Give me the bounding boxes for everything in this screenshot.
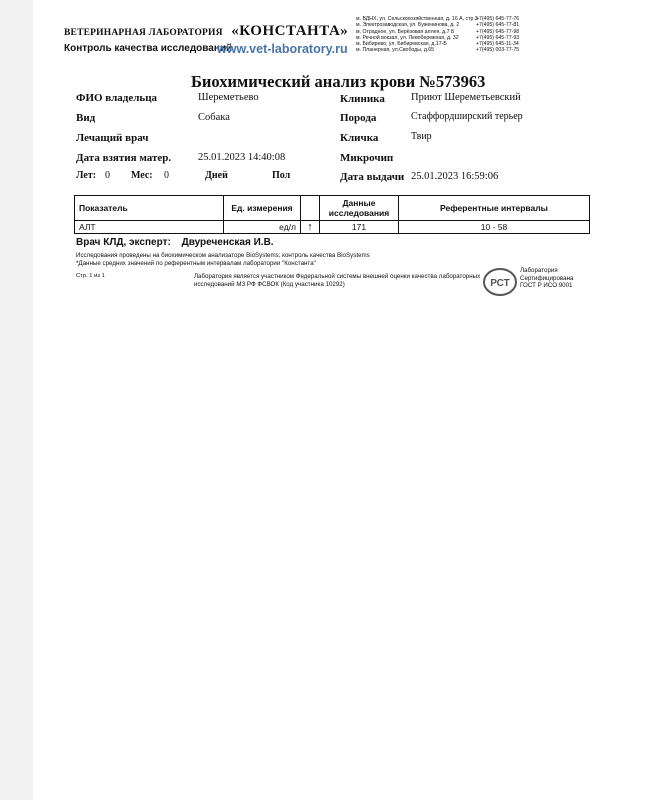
- cert-line: ГОСТ Р ИСО 9001: [520, 282, 573, 290]
- lab-prefix: ВЕТЕРИНАРНАЯ ЛАБОРАТОРИЯ: [64, 28, 223, 38]
- doctor-label: Лечащий врач: [76, 132, 149, 144]
- note-line: Исследования проведены на биохимическом анализаторе BioSystems; контроль качества BioSystems: [76, 252, 370, 259]
- col-data-header: [320, 196, 399, 221]
- signature-label: Врач КЛД, эксперт:: [76, 237, 171, 248]
- address-line: м. ВДНХ, ул. Сельскохозяйственная, д. 16 А, стр.3: [356, 16, 478, 22]
- breed-label: Порода: [340, 112, 377, 124]
- col-flag-header: [301, 196, 320, 221]
- phone-line: +7(495) 645-77-93: [476, 34, 520, 41]
- breed-value: Стаффордширский терьер: [411, 111, 523, 122]
- col-ref-header: Референтные интервалы: [399, 196, 590, 221]
- lab-website-link[interactable]: www.vet-laboratory.ru: [217, 42, 348, 56]
- lab-header: [64, 23, 348, 40]
- address-line: м. Отрадное, ул. Берёзовая аллея, д.7 Б: [356, 28, 455, 35]
- report-page: [33, 0, 648, 800]
- certification-text: [520, 267, 573, 290]
- page-number: Стр. 1 из 1: [76, 273, 105, 279]
- sex-label: Пол: [272, 170, 291, 181]
- phone-line: +7(495) 645-11-34: [476, 41, 519, 48]
- owner-label: ФИО владельца: [76, 92, 158, 104]
- certification-logo-icon: [482, 267, 518, 297]
- chip-label: Микрочип: [340, 152, 394, 164]
- row-param: АЛТ: [75, 221, 224, 234]
- issue-date-label: Дата выдачи: [340, 171, 405, 183]
- cert-line: Лаборатория: [520, 267, 558, 274]
- arrow-up-icon: ↑: [301, 221, 320, 234]
- row-ref: 10 - 58: [399, 221, 590, 234]
- table-header-row: [75, 196, 590, 221]
- signature: [76, 237, 274, 248]
- nickname-value: Твир: [411, 131, 432, 142]
- phone-line: +7(495) 645-77-98: [476, 28, 520, 35]
- owner-value: Шереметьево: [198, 92, 259, 103]
- col-data-header-line2: исследования: [328, 208, 390, 218]
- clinic-label: Клиника: [340, 93, 385, 105]
- phone-line: +7(495) 003-77-75: [476, 47, 520, 54]
- date-taken-label: Дата взятия матер.: [76, 152, 172, 164]
- address-list: [356, 16, 478, 54]
- col-unit-header: Ед. измерения: [224, 196, 301, 221]
- lab-name: «КОНСТАНТА»: [231, 23, 349, 39]
- col-data-header-line1: Данные: [342, 198, 376, 208]
- issue-date-value: 25.01.2023 16:59:06: [411, 171, 499, 182]
- note-line: *Данные средних значений по референтным интервалам лаборатории "Константа": [76, 260, 316, 267]
- fsvok-note: Лаборатория является участником Федеральной системы внешней оценки качества лабораторных исследований МЗ РФ ФСВОК (Код участника 10292): [194, 273, 481, 288]
- phone-line: +7(495) 645-77-81: [476, 22, 520, 29]
- species-label: Вид: [76, 112, 96, 124]
- table-row: [75, 221, 590, 234]
- months-label: Мес:: [131, 170, 153, 181]
- months-value: 0: [164, 170, 169, 181]
- row-unit: ед/л: [224, 221, 301, 234]
- cert-logo-text: РСТ: [490, 278, 510, 289]
- results-table: [74, 195, 590, 234]
- clinic-value: Приют Шереметьевский: [411, 92, 521, 103]
- years-label: Лет:: [76, 170, 97, 181]
- date-taken-value: 25.01.2023 14:40:08: [198, 152, 286, 163]
- years-value: 0: [105, 170, 110, 181]
- phone-list: [476, 16, 519, 54]
- cert-line: Сертифицирована: [520, 274, 574, 282]
- row-value: 171: [320, 221, 399, 234]
- signature-name: Двуреченская И.В.: [181, 237, 274, 248]
- notes: [76, 252, 370, 268]
- address-line: м. Бибирево, ул. Бибиревская, д.17-Б: [356, 41, 447, 48]
- report-title: Биохимический анализ крови №573963: [191, 72, 486, 91]
- nickname-label: Кличка: [340, 132, 379, 144]
- lab-subtitle: Контроль качества исследований: [64, 43, 233, 54]
- col-param-header: Показатель: [75, 196, 224, 221]
- species-value: Собака: [198, 112, 230, 123]
- phone-line: +7(495) 645-77-76: [476, 16, 520, 22]
- address-line: м. Речной вокзал, ул. Левобережная, д. 32: [356, 34, 459, 41]
- address-line: м. Электрозаводская, ул. Буженинова, д. 2: [356, 22, 460, 29]
- address-line: м. Планерная, ул.Свободы, д.65: [356, 47, 435, 54]
- days-label: Дней: [205, 170, 228, 181]
